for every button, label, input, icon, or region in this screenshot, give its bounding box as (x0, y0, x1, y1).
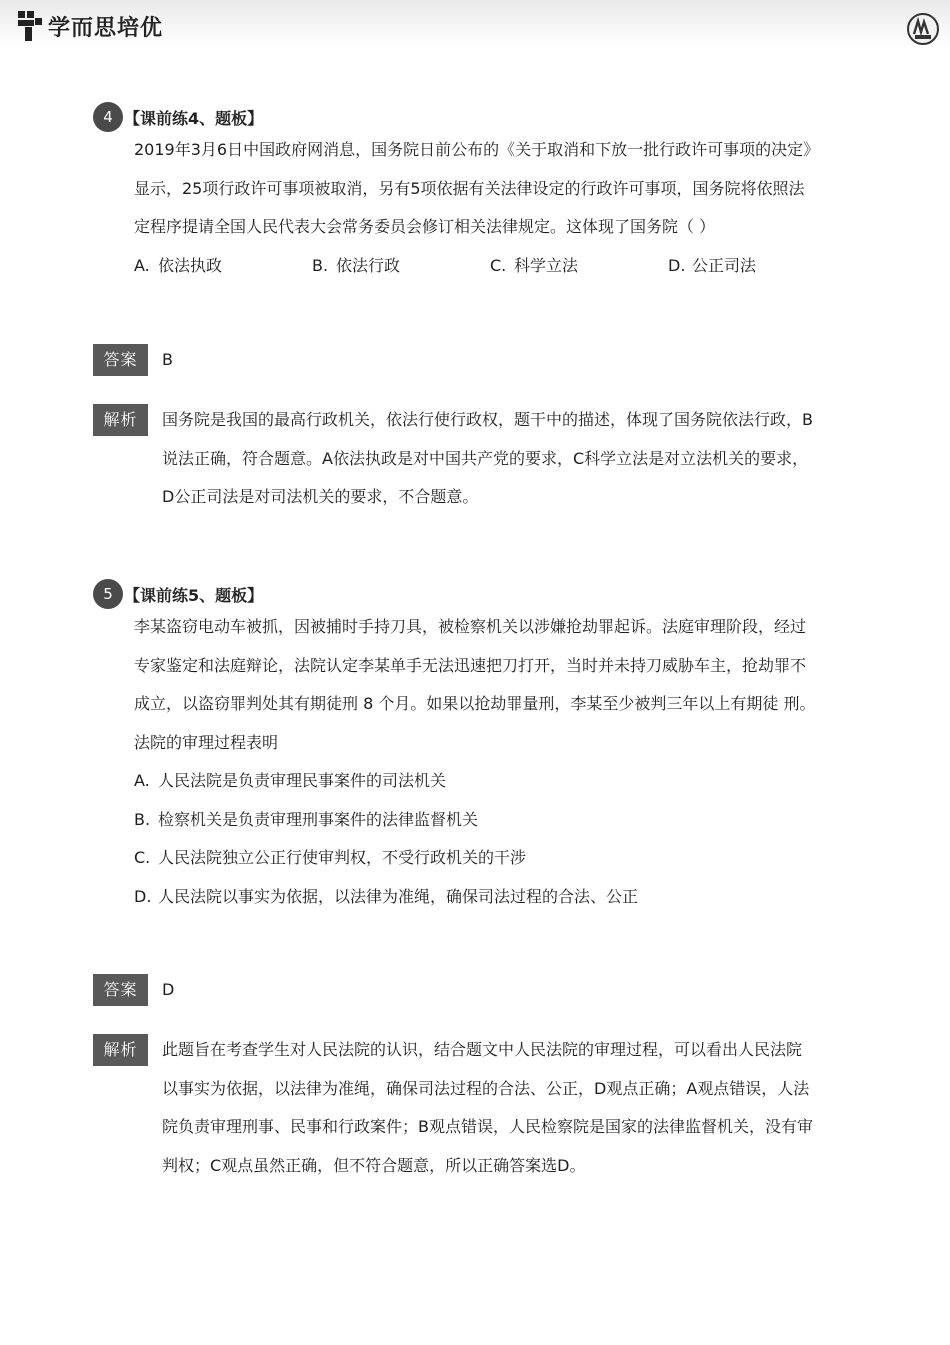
stem-line: 李某盗窃电动车被抓，因被捕时手持刀具，被检察机关以涉嫌抢劫罪起诉。法庭审理阶段，经过 (134, 617, 807, 636)
stem-line: 定程序提请全国人民代表大会常务委员会修订相关法律规定。这体现了国务院（ ） (134, 217, 716, 236)
publisher-seal-icon (906, 12, 940, 46)
question-tag: 【课前练5、题板】 (124, 586, 264, 605)
explain-line: 以事实为依据，以法律为准绳，确保司法过程的合法、公正，D观点正确；A观点错误，人法 (162, 1078, 810, 1098)
stem-line: 专家鉴定和法庭辩论，法院认定李某单手无法迅速把刀打开，当时并未持刀威胁车主，抢劫罪不 (134, 655, 807, 675)
option-c[interactable]: C. 人民法院独立公正行使审判权，不受行政机关的干涉 (134, 848, 527, 867)
question-4 (93, 102, 853, 285)
explanation (162, 401, 852, 517)
option-a[interactable]: A. 人民法院是负责审理民事案件的司法机关 (134, 771, 447, 790)
explanation (162, 1031, 852, 1185)
explain-line: D公正司法是对司法机关的要求，不合题意。 (162, 487, 479, 506)
option-b[interactable]: B. 依法行政 (312, 255, 401, 275)
answer-label: 答案 (93, 974, 148, 1006)
option-c[interactable]: C. 科学立法 (490, 255, 579, 275)
option-b[interactable]: B. 检察机关是负责审理刑事案件的法律监督机关 (134, 809, 479, 829)
brand-logo (16, 8, 163, 44)
explain-label: 解析 (93, 1034, 148, 1066)
explain-line: 国务院是我国的最高行政机关，依法行使行政权，题干中的描述，体现了国务院依法行政，B (162, 410, 813, 429)
stem-line: 成立，以盗窃罪判处其有期徒刑 8 个月。如果以抢劫罪量刑，李某至少被判三年以上有期徒 刑。 (134, 694, 816, 713)
answer-label: 答案 (93, 344, 148, 376)
question-tag: 【课前练4、题板】 (124, 109, 264, 128)
question-5 (93, 579, 853, 916)
explain-line: 判权；C观点虽然正确，但不符合题意，所以正确答案选D。 (162, 1155, 586, 1175)
stem-line: 法院的审理过程表明 (134, 732, 279, 752)
question-stem (134, 131, 853, 247)
explain-line: 院负责审理刑事、民事和行政案件；B观点错误，人民检察院是国家的法律监督机关，没有审 (162, 1117, 813, 1136)
options (134, 762, 853, 916)
stem-line: 显示，25项行政许可事项被取消，另有5项依据有关法律设定的行政许可事项，国务院将依照法 (134, 178, 805, 198)
explain-line: 说法正确，符合题意。A依法执政是对中国共产党的要求，C科学立法是对立法机关的要求， (162, 448, 809, 468)
answer-value: D (162, 980, 175, 999)
brand-name: 学而思培优 (48, 15, 164, 41)
explain-label: 解析 (93, 404, 148, 436)
answer-value: B (162, 350, 173, 369)
xueersi-logo-icon (16, 9, 44, 43)
option-d[interactable]: D. 公正司法 (668, 255, 757, 275)
stem-line: 2019年3月6日中国政府网消息，国务院日前公布的《关于取消和下放一批行政许可事项的决定》 (134, 140, 820, 159)
explain-line: 此题旨在考查学生对人民法院的认识，结合题文中人民法院的审理过程，可以看出人民法院 (162, 1040, 803, 1059)
options (134, 247, 853, 285)
question-number: 4 (93, 102, 123, 132)
option-a[interactable]: A. 依法执政 (134, 255, 223, 275)
question-stem (134, 608, 853, 762)
question-number: 5 (93, 579, 123, 609)
option-d[interactable]: D. 人民法院以事实为依据，以法律为准绳，确保司法过程的合法、公正 (134, 886, 639, 906)
